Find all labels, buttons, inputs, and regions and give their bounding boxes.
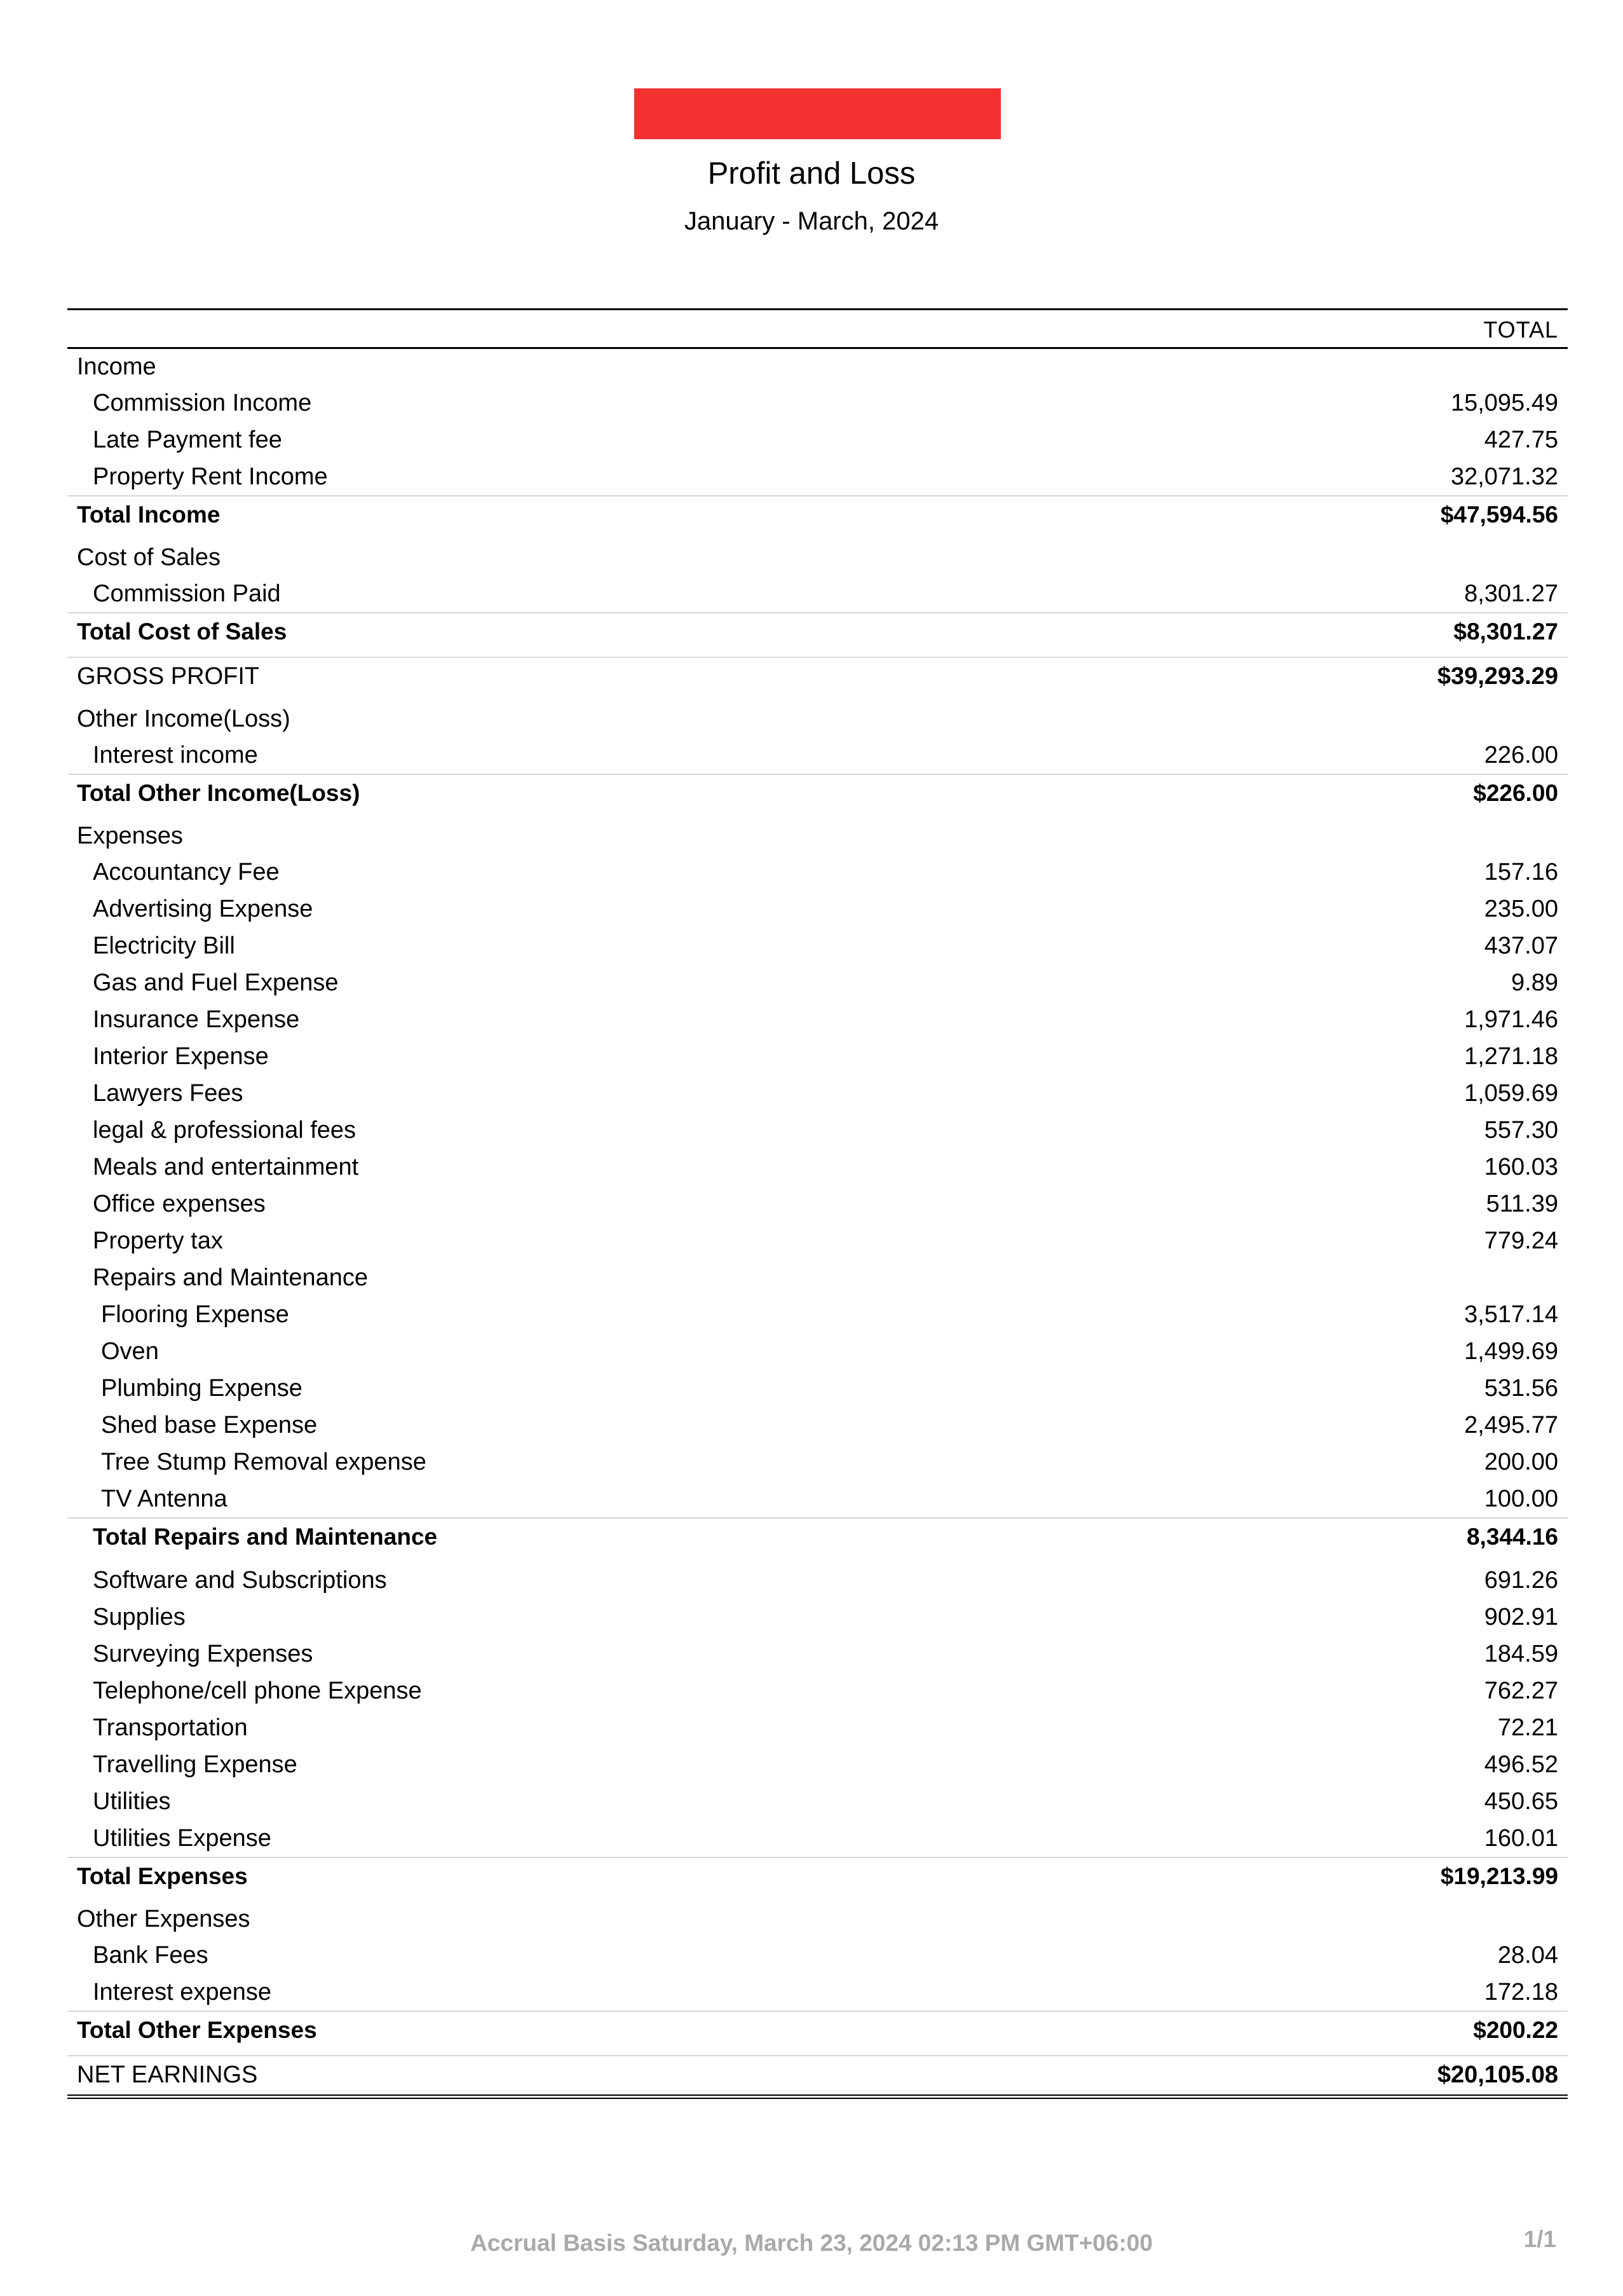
line-item: Interest expense 172.18 [93,1979,1558,2006]
line-item: Accountancy Fee 157.16 [93,859,1558,885]
gross-profit-row: GROSS PROFIT $39,293.29 [67,657,1568,695]
total-other-income-row: Total Other Income(Loss) $226.00 [67,774,1568,812]
line-item: Meals and entertainment 160.03 [93,1154,1558,1180]
line-item: Software and Subscriptions 691.26 [93,1567,1558,1594]
section-heading-expenses: Expenses [77,823,183,849]
line-item: Property Rent Income 32,071.32 [93,463,1558,490]
section-heading-other-expenses: Other Expenses [77,1906,250,1932]
line-item: Supplies 902.91 [93,1604,1558,1630]
report-footer: Accrual Basis Saturday, March 23, 2024 02:13 PM GMT+06:00 [470,2230,1153,2256]
net-earnings-row: NET EARNINGS $20,105.08 [67,2055,1568,2099]
line-item: Telephone/cell phone Expense 762.27 [93,1678,1558,1704]
table-header [67,308,1568,349]
line-item: Office expenses 511.39 [93,1191,1558,1217]
total-income-row: Total Income $47,594.56 [67,495,1568,533]
profit-loss-table [67,308,1568,2099]
report-title: Profit and Loss [707,156,916,191]
line-item: Interior Expense 1,271.18 [93,1043,1558,1070]
line-item: Commission Paid 8,301.27 [93,580,1558,607]
total-cost-of-sales-row: Total Cost of Sales $8,301.27 [67,612,1568,650]
line-item: Bank Fees 28.04 [93,1942,1558,1969]
line-item: TV Antenna 100.00 [101,1486,1558,1512]
section-heading-cost-of-sales: Cost of Sales [77,544,221,571]
total-repairs-row: Total Repairs and Maintenance 8,344.16 [67,1517,1568,1555]
line-item: Electricity Bill 437.07 [93,933,1558,959]
line-item: Transportation 72.21 [93,1714,1558,1741]
line-item: Gas and Fuel Expense 9.89 [93,969,1558,996]
line-item: Surveying Expenses 184.59 [93,1641,1558,1667]
line-item: Property tax 779.24 [93,1227,1558,1254]
subsection-heading-repairs: Repairs and Maintenance [93,1264,369,1291]
line-item: Late Payment fee 427.75 [93,427,1558,453]
line-item: Tree Stump Removal expense 200.00 [101,1449,1558,1475]
line-item: Utilities 450.65 [93,1788,1558,1815]
line-item: Oven 1,499.69 [101,1338,1558,1365]
redacted-company-name [634,88,1001,139]
line-item: Flooring Expense 3,517.14 [101,1301,1558,1328]
line-item: Advertising Expense 235.00 [93,896,1558,922]
page-number: 1/1 [1523,2226,1556,2252]
line-item: legal & professional fees 557.30 [93,1117,1558,1144]
line-item: Utilities Expense 160.01 [93,1825,1558,1852]
report-period: January - March, 2024 [684,207,939,235]
line-item: Travelling Expense 496.52 [93,1751,1558,1778]
line-item: Plumbing Expense 531.56 [101,1375,1558,1402]
section-heading-other-income: Other Income(Loss) [77,706,290,732]
total-expenses-row: Total Expenses $19,213.99 [67,1857,1568,1895]
line-item: Interest income 226.00 [93,742,1558,769]
line-item: Insurance Expense 1,971.46 [93,1006,1558,1033]
total-other-expenses-row: Total Other Expenses $200.22 [67,2011,1568,2049]
section-heading-income: Income [77,353,156,380]
line-item: Lawyers Fees 1,059.69 [93,1080,1558,1107]
line-item: Commission Income 15,095.49 [93,390,1558,416]
line-item: Shed base Expense 2,495.77 [101,1412,1558,1438]
total-column-header: TOTAL [1483,317,1558,343]
